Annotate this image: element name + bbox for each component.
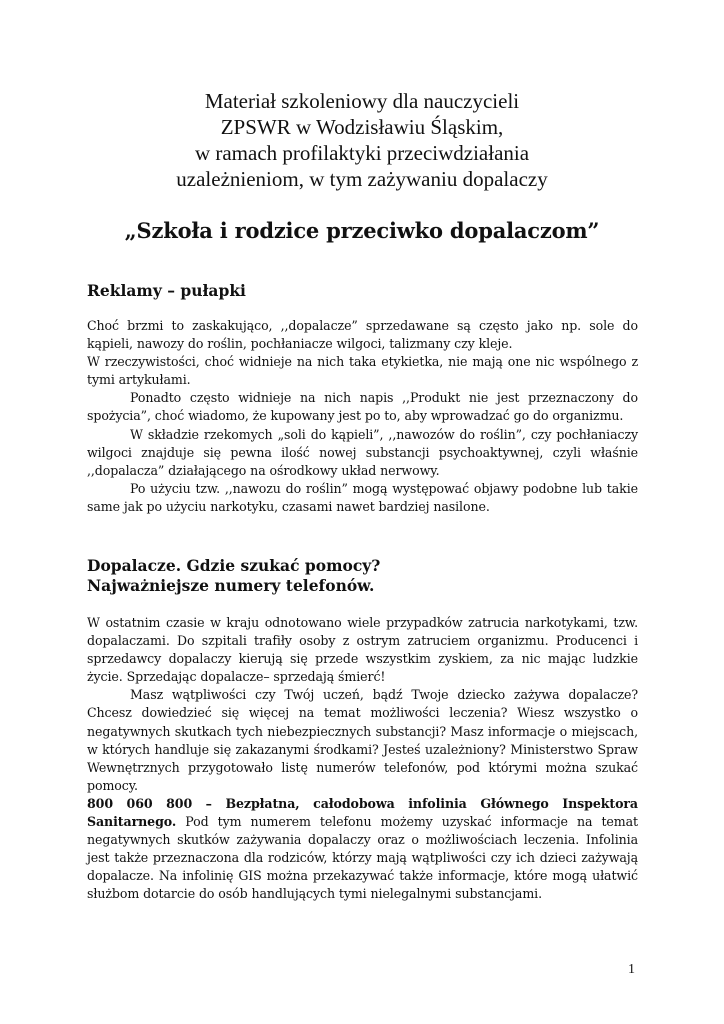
section-heading-line: Dopalacze. Gdzie szukać pomocy? [87, 556, 381, 575]
paragraph: W rzeczywistości, choć widnieje na nich taka etykietka, nie mają one nic wspólnego z tymi artykułami. [87, 354, 638, 388]
hotline-description: Pod tym numerem telefonu możemy uzyskać informacje na temat negatywnych skutków zażywania dopalaczy oraz o możliwościach leczenia. Infolinia jest także przeznaczona dla rodziców, którzy mają wątpliwości czy ich dzieci zażywają dopalacze. Na infolinię GIS można przekazywać także informacje, które mogą ułatwić służbom dotarcie do osób handlujących tymi nielegalnymi substancjami. [87, 814, 638, 902]
section-heading-help [87, 556, 380, 596]
paragraph: Masz wątpliwości czy Twój uczeń, bądź Twoje dziecko zażywa dopalacze? Chcesz dowiedzieć się więcej na temat możliwości leczenia? Wiesz wszystko o negatywnych skutkach tych niebezpiecznych substancji? Masz informacje o miejscach, w których handluje się zakazanymi środkami? Jesteś uzależniony? Ministerstwo Spraw Wewnętrznych przygotowało listę numerów telefonów, pod którymi można szukać pomocy. [87, 687, 638, 793]
section-help-body [87, 614, 638, 904]
header-line: ZPSWR w Wodzisławiu Śląskim, [220, 115, 504, 139]
section-heading-ads: Reklamy – pułapki [87, 281, 246, 300]
hotline-number: 800 060 800 – Bezpłatna, całodobowa infolinia Głównego Inspektora Sanitarnego. [87, 795, 638, 830]
paragraph: Ponadto często widnieje na nich napis ,,Produkt nie jest przeznaczony do spożycia”, choć wiadomo, że kupowany jest po to, aby wprowadzać go do organizmu. [87, 390, 638, 424]
section-heading-line: Najważniejsze numery telefonów. [87, 576, 375, 595]
document-header [60, 88, 664, 192]
paragraph: Po użyciu tzw. ,,nawozu do roślin” mogą występować objawy podobne lub takie same jak po użyciu narkotyku, czasami nawet bardziej nasilone. [87, 480, 638, 514]
header-line: w ramach profilaktyki przeciwdziałania [194, 141, 530, 165]
page-number: 1 [628, 962, 635, 977]
header-line: Materiał szkoleniowy dla nauczycieli [204, 89, 520, 113]
header-line: uzależnieniom, w tym zażywaniu dopalaczy [176, 167, 548, 191]
paragraph: W składzie rzekomych „soli do kąpieli”, ,,nawozów do roślin”, czy pochłaniaczy wilgoci znajduje się pewna ilość nowej substancji psychoaktywnej, czyli właśnie ,,dopalacza” działającego na ośrodkowy układ nerwowy. [87, 426, 638, 478]
paragraph: Choć brzmi to zaskakująco, ,,dopalacze” sprzedawane są często jako np. sole do kąpieli, nawozy do roślin, pochłaniacze wilgoci, talizmany czy kleje. [87, 318, 638, 352]
page-title: „Szkoła i rodzice przeciwko dopalaczom” [124, 218, 600, 243]
section-ads-body [87, 317, 638, 516]
paragraph: W ostatnim czasie w kraju odnotowano wiele przypadków zatrucia narkotykami, tzw. dopalaczami. Do szpitali trafiły osoby z ostrym zatruciem organizmu. Producenci i sprzedawcy dopalaczy kierują się przede wszystkim zyskiem, za nic mając ludzkie życie. Sprzedając dopalacze– sprzedają śmierć! [87, 615, 638, 685]
hotline-paragraph [87, 795, 638, 904]
